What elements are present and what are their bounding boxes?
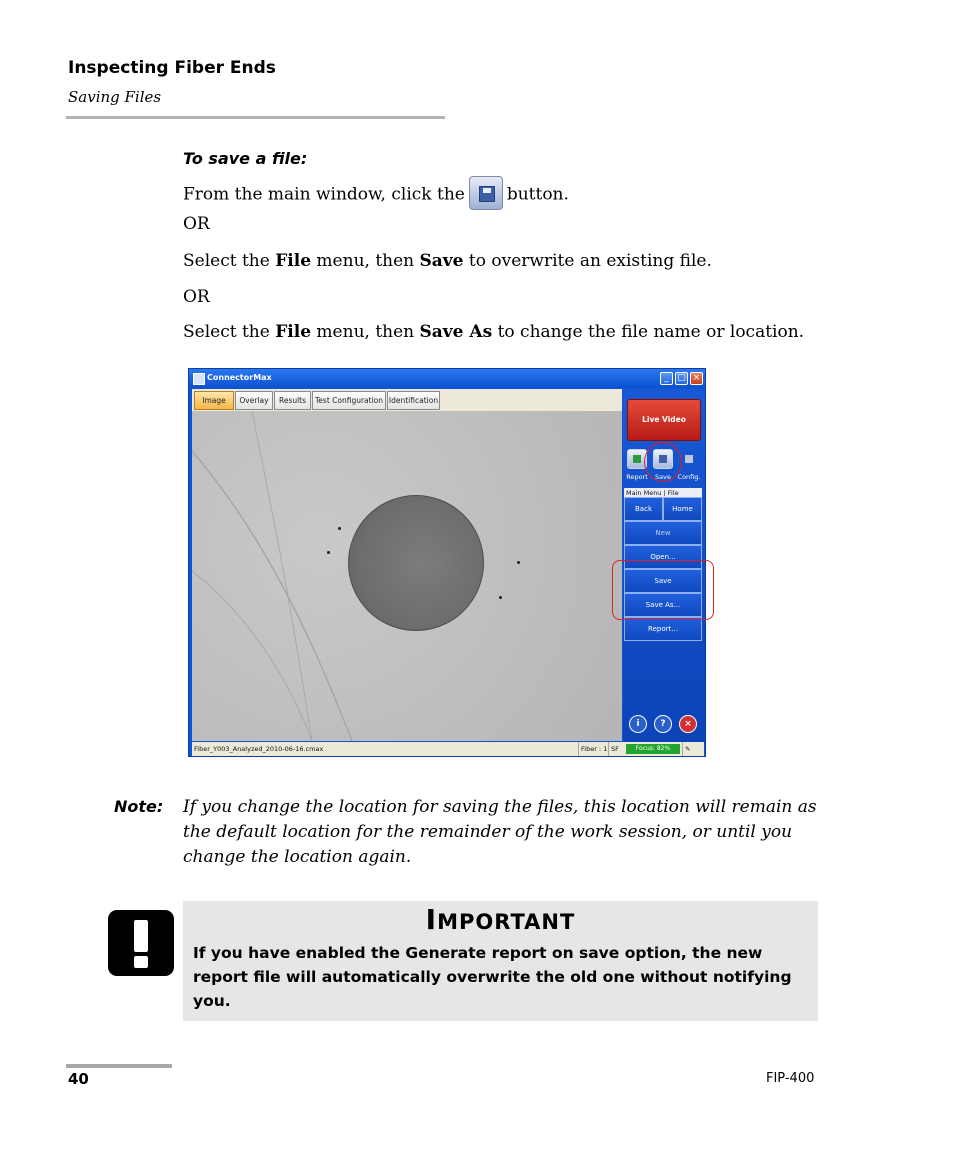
status-bar bbox=[192, 742, 704, 756]
report-label: Report bbox=[626, 473, 648, 481]
note-label: Note: bbox=[114, 797, 164, 816]
tab-identification[interactable]: Identification bbox=[387, 391, 440, 410]
save-disk-icon bbox=[469, 176, 503, 210]
step-3-a: Select the bbox=[183, 322, 276, 342]
focus-indicator: Focus: 82% bbox=[626, 744, 680, 754]
header-rule bbox=[66, 116, 445, 119]
fiber-image-view[interactable] bbox=[192, 411, 622, 741]
menu-item-report[interactable]: Report... bbox=[624, 617, 702, 641]
page-number: 40 bbox=[68, 1070, 89, 1088]
important-title-rest: MPORTANT bbox=[437, 910, 576, 934]
important-title bbox=[183, 903, 818, 936]
contaminant-dot bbox=[499, 596, 502, 599]
contaminant-dot bbox=[517, 561, 520, 564]
section-subtitle: Saving Files bbox=[68, 88, 162, 106]
step-2-save: Save bbox=[419, 251, 464, 271]
important-title-first: I bbox=[425, 903, 438, 936]
step-2 bbox=[183, 251, 712, 271]
contaminant-dot bbox=[327, 551, 330, 554]
tab-results[interactable]: Results bbox=[274, 391, 311, 410]
or-1: OR bbox=[183, 214, 210, 234]
document-name: FIP-400 bbox=[766, 1071, 815, 1086]
config-button[interactable] bbox=[679, 449, 699, 469]
footer-rule bbox=[66, 1064, 172, 1068]
step-1-text-a: From the main window, click the bbox=[183, 184, 465, 205]
step-3-saveas: Save As bbox=[419, 322, 493, 342]
home-button[interactable]: Home bbox=[663, 497, 702, 521]
procedure-title: To save a file: bbox=[183, 149, 308, 168]
step-2-c: to overwrite an existing file. bbox=[463, 251, 712, 271]
important-text: If you have enabled the Generate report on save option, the new report file will automatically overwrite the old one without notifying you. bbox=[193, 944, 792, 1010]
tab-test-configuration[interactable]: Test Configuration bbox=[312, 391, 386, 410]
save-menu-highlight bbox=[612, 560, 714, 620]
step-3-c: to change the file name or location. bbox=[492, 322, 805, 342]
chapter-title: Inspecting Fiber Ends bbox=[68, 58, 276, 78]
fiber-core bbox=[348, 495, 484, 631]
save-label: Save bbox=[655, 473, 671, 481]
step-2-b: menu, then bbox=[311, 251, 420, 271]
or-2: OR bbox=[183, 287, 210, 307]
help-icon[interactable]: ? bbox=[654, 715, 672, 733]
status-fiber: Fiber : 1 bbox=[578, 742, 608, 756]
tab-bar bbox=[192, 389, 622, 411]
menu-item-save-as[interactable]: Save As... bbox=[624, 593, 702, 617]
menu-item-save[interactable]: Save bbox=[624, 569, 702, 593]
important-box bbox=[183, 901, 818, 1021]
menu-item-new[interactable]: New bbox=[624, 521, 702, 545]
save-button-highlight bbox=[644, 442, 682, 482]
status-filename: Fiber_Y003_Analyzed_2010-06-16.cmax bbox=[194, 745, 324, 753]
step-1-text-b: button. bbox=[506, 184, 569, 205]
menu-breadcrumb: Main Menu | File bbox=[624, 488, 702, 498]
back-button[interactable]: Back bbox=[624, 497, 663, 521]
step-2-file: File bbox=[275, 251, 312, 271]
config-label: Config. bbox=[677, 473, 701, 481]
window-title: ConnectorMax bbox=[207, 373, 272, 382]
exit-icon[interactable]: × bbox=[679, 715, 697, 733]
note-text: If you change the location for saving the files, this location will remain as the default location for the remainder of the work session, or until you change the location again. bbox=[183, 797, 817, 867]
step-3-b: menu, then bbox=[311, 322, 420, 342]
exclamation-icon bbox=[108, 910, 174, 976]
step-3 bbox=[183, 322, 804, 342]
tab-image[interactable]: Image bbox=[194, 391, 234, 410]
step-1 bbox=[183, 178, 569, 212]
menu-item-open[interactable]: Open... bbox=[624, 545, 702, 569]
tab-overlay[interactable]: Overlay bbox=[235, 391, 273, 410]
step-3-file: File bbox=[275, 322, 312, 342]
contaminant-dot bbox=[338, 527, 341, 530]
step-2-a: Select the bbox=[183, 251, 276, 271]
maximize-button[interactable]: □ bbox=[675, 372, 688, 385]
connectormax-window bbox=[188, 368, 706, 757]
status-focus-icon: ✎ bbox=[682, 742, 704, 756]
close-button[interactable]: × bbox=[690, 372, 703, 385]
live-video-button[interactable]: Live Video bbox=[627, 399, 701, 441]
status-sf: SF bbox=[608, 742, 624, 756]
app-icon bbox=[193, 373, 205, 385]
info-icon[interactable]: i bbox=[629, 715, 647, 733]
window-titlebar bbox=[189, 369, 705, 388]
minimize-button[interactable]: _ bbox=[660, 372, 673, 385]
